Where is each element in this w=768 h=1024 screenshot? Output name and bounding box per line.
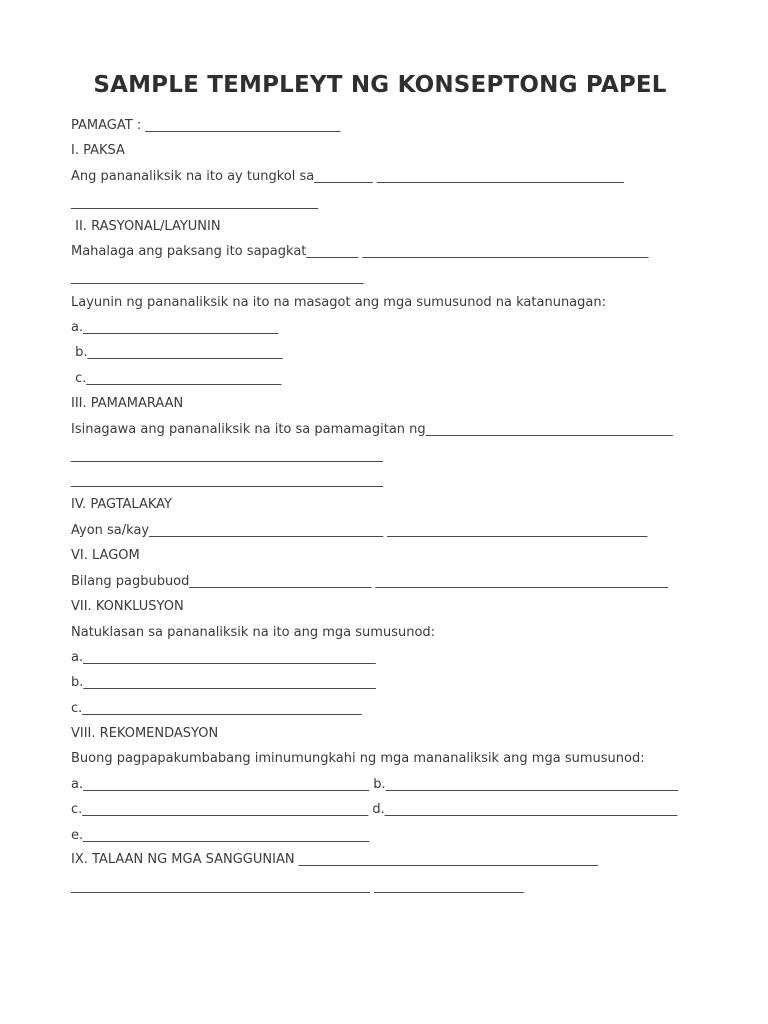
section-heading-konklusyon: VII. KONKLUSYON <box>71 599 184 614</box>
pamamaraan-continuation-line-2: ________________________________________________ <box>71 473 383 488</box>
rasyonal-continuation-line: _____________________________________________ <box>71 270 364 285</box>
pamamaraan-continuation-line-1: ________________________________________________ <box>71 448 383 463</box>
lagom-line: Bilang pagbubuod____________________________ _____________________________________________ <box>71 574 669 589</box>
document-title: SAMPLE TEMPLEYT NG KONSEPTONG PAPEL <box>93 72 667 98</box>
rekomendasyon-items-a-b: a.____________________________________________ b._____________________________________________ <box>71 777 679 792</box>
section-heading-paksa: I. PAKSA <box>71 143 125 158</box>
section-heading-sanggunian: IX. TALAAN NG MGA SANGGUNIAN ______________________________________________ <box>71 852 598 867</box>
rekomendasyon-item-e: e.____________________________________________ <box>71 828 370 843</box>
konklusyon-item-b: b._____________________________________________ <box>71 675 376 690</box>
pamamaraan-line: Isinagawa ang pananaliksik na ito sa pamamagitan ng______________________________________ <box>71 422 673 437</box>
rekomendasyon-items-c-d: c.____________________________________________ d._____________________________________________ <box>71 802 678 817</box>
rasyonal-line: Mahalaga ang paksang ito sapagkat________ ____________________________________________ <box>71 244 649 259</box>
rekomendasyon-intro: Buong pagpapakumbabang iminumungkahi ng mga mananaliksik ang mga sumusunod: <box>71 751 645 766</box>
paksa-continuation-line: ______________________________________ <box>71 195 318 210</box>
pagtalakay-line: Ayon sa/kay____________________________________ ________________________________________ <box>71 523 648 538</box>
layunin-item-c: c.______________________________ <box>71 371 282 386</box>
sanggunian-line: ______________________________________________ _______________________ <box>71 879 524 894</box>
section-heading-rasyonal: II. RASYONAL/LAYUNIN <box>71 219 221 234</box>
konklusyon-item-a: a._____________________________________________ <box>71 650 376 665</box>
konklusyon-item-c: c.___________________________________________ <box>71 701 362 716</box>
layunin-item-b: b.______________________________ <box>71 345 283 360</box>
section-heading-rekomendasyon: VIII. REKOMENDASYON <box>71 726 219 741</box>
layunin-item-a: a.______________________________ <box>71 320 279 335</box>
section-heading-lagom: VI. LAGOM <box>71 548 140 563</box>
paksa-line: Ang pananaliksik na ito ay tungkol sa_________ ______________________________________ <box>71 169 624 184</box>
section-heading-pamamaraan: III. PAMAMARAAN <box>71 396 184 411</box>
layunin-intro: Layunin ng pananaliksik na ito na masagot ang mga sumusunod na katanunagan: <box>71 295 606 310</box>
konklusyon-intro: Natuklasan sa pananaliksik na ito ang mga sumusunod: <box>71 625 436 640</box>
section-heading-pagtalakay: IV. PAGTALAKAY <box>71 497 172 512</box>
pamagat-line: PAMAGAT : ______________________________ <box>71 118 341 133</box>
